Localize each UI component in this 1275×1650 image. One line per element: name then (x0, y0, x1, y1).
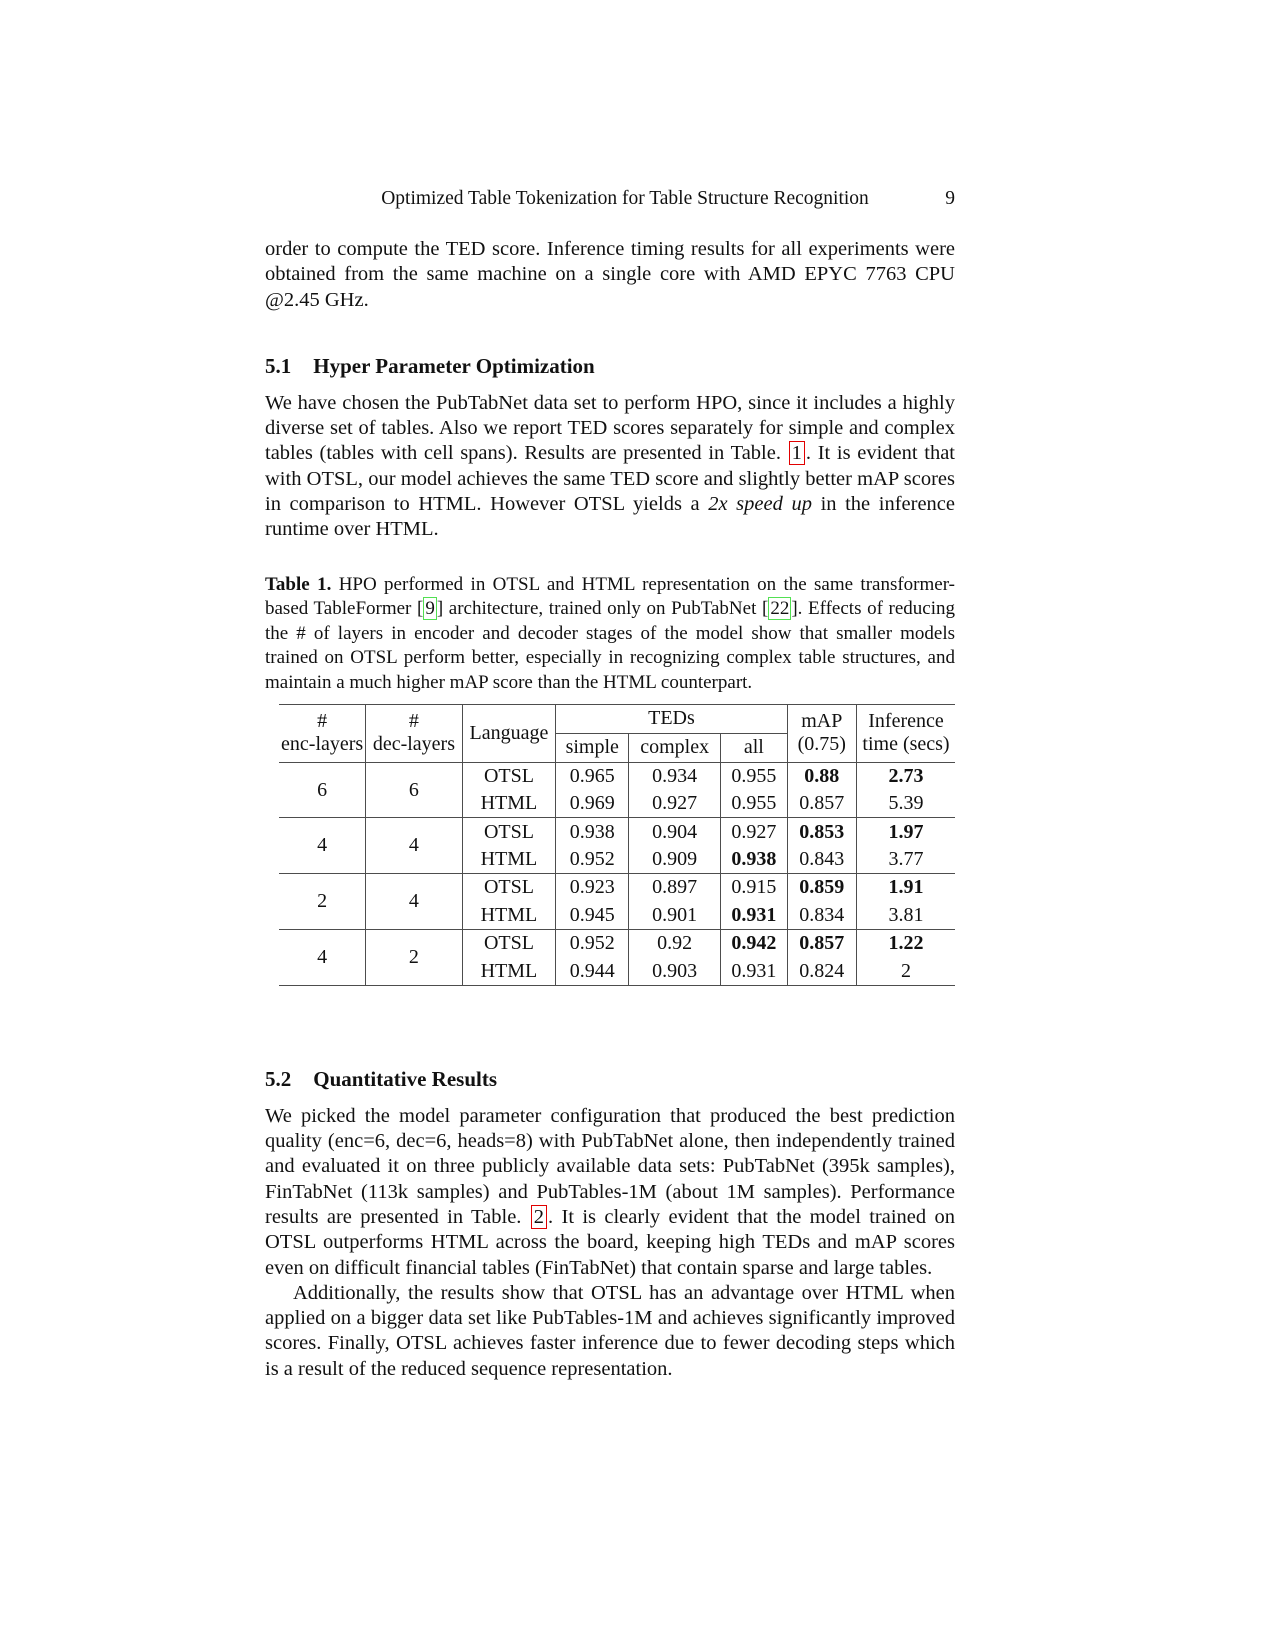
results-table-header (279, 704, 955, 762)
cell-time: 2.73 (857, 762, 956, 790)
running-head-title: Optimized Table Tokenization for Table Structure Recognition (381, 188, 869, 209)
running-head (265, 188, 955, 213)
section-number: 5.2 (265, 1066, 292, 1091)
cell-all: 0.955 (721, 790, 787, 818)
cell-simple: 0.952 (556, 846, 629, 874)
intro-text: order to compute the TED score. Inference timing results for all experiments were obtained from the same machine on a single core with AMD EPYC 7763 CPU @2.45 GHz. (265, 238, 955, 311)
cell-complex: 0.92 (629, 929, 721, 957)
section-5-2-heading (265, 1066, 955, 1092)
cell-lang: HTML (462, 957, 556, 985)
table1-body (279, 762, 955, 985)
caption-label: Table 1. (265, 573, 332, 595)
cell-lang: OTSL (462, 818, 556, 846)
cell-all: 0.942 (721, 929, 787, 957)
cell-all: 0.931 (721, 902, 787, 930)
cell-enc-layers: 2 (279, 874, 366, 930)
table-row (279, 818, 955, 846)
col-header-teds: TEDs (556, 704, 787, 733)
table-row (279, 929, 955, 957)
col-header-inference: Inference time (secs) (857, 704, 956, 762)
page-number: 9 (945, 188, 955, 209)
cell-complex: 0.909 (629, 846, 721, 874)
cell-simple: 0.944 (556, 957, 629, 985)
cell-all: 0.931 (721, 957, 787, 985)
cell-map: 0.853 (787, 818, 856, 846)
cell-enc-layers: 4 (279, 818, 366, 874)
emphasized-text: 2x speed up (708, 493, 812, 516)
cell-all: 0.938 (721, 846, 787, 874)
cell-map: 0.834 (787, 902, 856, 930)
cell-complex: 0.927 (629, 790, 721, 818)
caption-text: ] architecture, trained only on PubTabNet [ (436, 598, 769, 620)
cell-all: 0.915 (721, 874, 787, 902)
cell-map: 0.88 (787, 762, 856, 790)
results-table (279, 704, 955, 986)
cell-complex: 0.934 (629, 762, 721, 790)
cell-lang: HTML (462, 902, 556, 930)
paragraph-text: We have chosen the PubTabNet data set to perform HPO, since it includes a highly diverse set of tables. Also we report TED scores separately for simple and complex tables (tables with cell spans). Results are presented in Table. (265, 391, 955, 465)
cell-lang: OTSL (462, 929, 556, 957)
cell-time: 1.22 (857, 929, 956, 957)
paragraph-text: We picked the model parameter configuration that produced the best prediction quality (enc=6, dec=6, heads=8) with PubTabNet alone, then independently trained and evaluated it on three publicly available data sets: PubTabNet (395k samples), FinTabNet (113k samples) and PubTables-1M (about 1M samples). Performance results are presented in Table. (265, 1104, 955, 1228)
col-header-complex: complex (629, 733, 721, 762)
cell-complex: 0.897 (629, 874, 721, 902)
cell-time: 2 (857, 957, 956, 985)
cell-complex: 0.901 (629, 902, 721, 930)
cell-lang: OTSL (462, 762, 556, 790)
paragraph-text: . It is clearly evident that the model trained on OTSL outperforms HTML across the board, keeping high TEDs and mAP scores even on difficult financial tables (FinTabNet) that contain sparse and large tables. (265, 1205, 955, 1279)
cell-dec-layers: 4 (366, 874, 462, 930)
cell-lang: HTML (462, 846, 556, 874)
col-header-enc-layers: # enc-layers (281, 710, 364, 756)
table-2-ref-link[interactable]: 2 (531, 1205, 547, 1229)
col-header-simple: simple (556, 733, 629, 762)
cell-complex: 0.904 (629, 818, 721, 846)
section-title: Quantitative Results (313, 1066, 497, 1091)
cell-enc-layers: 6 (279, 762, 366, 818)
section-5-1-heading (265, 353, 955, 379)
cell-map: 0.824 (787, 957, 856, 985)
section-5-2-paragraph-2 (265, 1281, 955, 1382)
cell-all: 0.955 (721, 762, 787, 790)
cell-simple: 0.923 (556, 874, 629, 902)
page-content (265, 0, 955, 1382)
caption-text: HPO performed in OTSL and HTML representation on the same transformer-based TableFormer [ (265, 573, 955, 620)
citation-22-link[interactable]: 22 (770, 598, 790, 620)
paragraph-text: Additionally, the results show that OTSL has an advantage over HTML when applied on a bigger data set like PubTables-1M and achieves significantly improved scores. Finally, OTSL achieves faster inference due to fewer decoding steps which is a result of the reduced sequence representation. (265, 1281, 955, 1380)
caption-text: ]. Effects of reducing the # of layers in encoder and decoder stages of the model show that smaller models trained on OTSL perform better, especially in recognizing complex table structures, and maintain a much higher mAP score than the HTML counterpart. (265, 598, 955, 694)
cell-dec-layers: 6 (366, 762, 462, 818)
intro-paragraph (265, 237, 955, 313)
cell-simple: 0.965 (556, 762, 629, 790)
cell-map: 0.843 (787, 846, 856, 874)
cell-time: 1.91 (857, 874, 956, 902)
cell-all: 0.927 (721, 818, 787, 846)
cell-map: 0.859 (787, 874, 856, 902)
col-header-language: Language (462, 704, 556, 762)
section-5-2-paragraph-1 (265, 1104, 955, 1281)
table-row (279, 762, 955, 790)
paragraph-text: in the inference runtime over HTML. (265, 493, 956, 541)
cell-map: 0.857 (787, 929, 856, 957)
cell-time: 5.39 (857, 790, 956, 818)
cell-complex: 0.903 (629, 957, 721, 985)
cell-enc-layers: 4 (279, 929, 366, 985)
cell-dec-layers: 2 (366, 929, 462, 985)
paragraph-text: . It is evident that with OTSL, our model achieves the same TED score and slightly better mAP scores in comparison to HTML. However OTSL yields a (265, 442, 955, 516)
col-header-map: mAP (0.75) (787, 704, 856, 762)
cell-lang: HTML (462, 790, 556, 818)
cell-time: 1.97 (857, 818, 956, 846)
col-header-all: all (721, 733, 787, 762)
cell-time: 3.81 (857, 902, 956, 930)
table-1-caption (265, 573, 955, 696)
section-number: 5.1 (265, 353, 292, 378)
section-5-1-paragraph (265, 391, 955, 543)
table-1-ref-link[interactable]: 1 (789, 441, 805, 465)
citation-9-link[interactable]: 9 (425, 598, 435, 620)
cell-simple: 0.969 (556, 790, 629, 818)
table-row (279, 874, 955, 902)
cell-simple: 0.952 (556, 929, 629, 957)
cell-simple: 0.938 (556, 818, 629, 846)
cell-lang: OTSL (462, 874, 556, 902)
cell-dec-layers: 4 (366, 818, 462, 874)
col-header-dec-layers: # dec-layers (366, 704, 462, 762)
cell-map: 0.857 (787, 790, 856, 818)
cell-simple: 0.945 (556, 902, 629, 930)
cell-time: 3.77 (857, 846, 956, 874)
section-title: Hyper Parameter Optimization (313, 353, 595, 378)
